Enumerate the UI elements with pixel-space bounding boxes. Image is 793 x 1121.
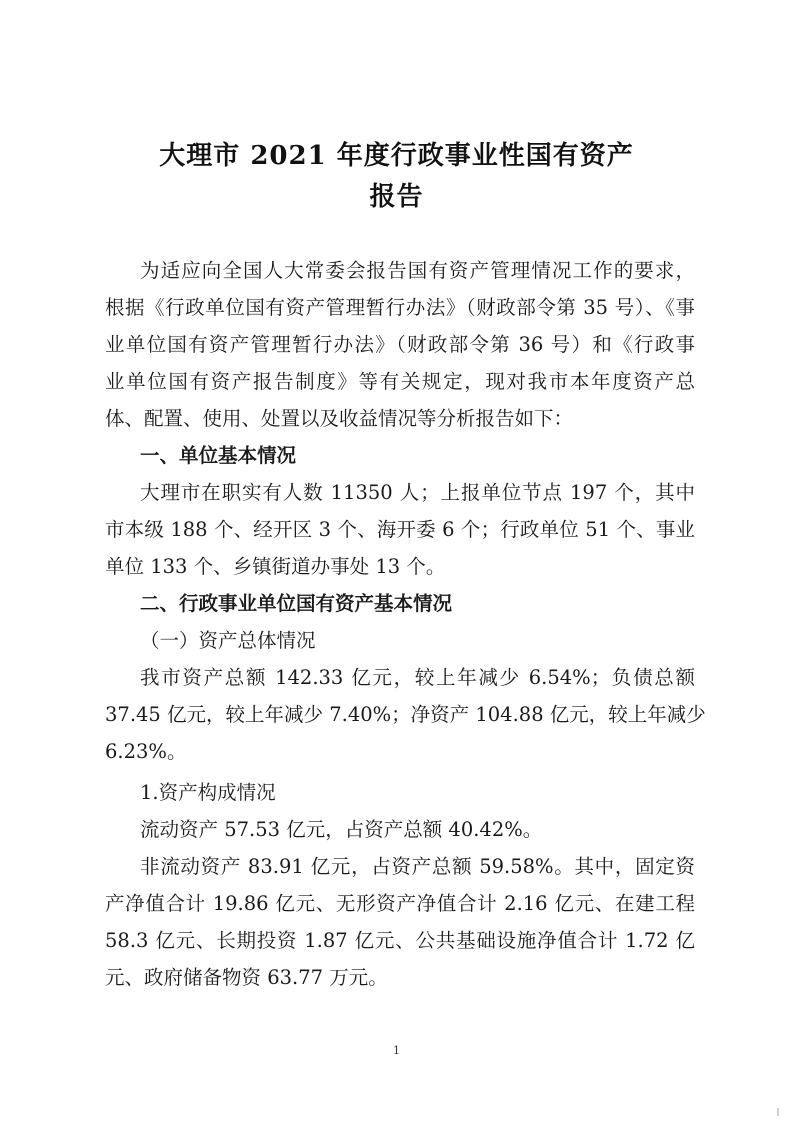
section-heading-basic-info: 一、单位基本情况 bbox=[140, 444, 297, 467]
subsection-heading-overall: （一）资产总体情况 bbox=[140, 629, 316, 652]
paragraph-intro-line-3: 业单位国有资产管理暂行办法》（财政部令第 36 号）和《行政事 bbox=[105, 333, 695, 356]
section-heading-assets: 二、行政事业单位国有资产基本情况 bbox=[140, 592, 453, 615]
paragraph-current-assets: 流动资产 57.53 亿元，占资产总额 40.42%。 bbox=[140, 818, 543, 841]
paragraph-totals-line-1: 我市资产总额 142.33 亿元，较上年减少 6.54%；负债总额 bbox=[140, 666, 695, 689]
paragraph-staff-line-1: 大理市在职实有人数 11350 人；上报单位节点 197 个，其中 bbox=[140, 481, 695, 504]
scan-edge-mark bbox=[777, 1108, 779, 1116]
paragraph-intro-line-5: 体、配置、使用、处置以及收益情况等分析报告如下： bbox=[105, 407, 574, 430]
paragraph-intro-line-2: 根据《行政单位国有资产管理暂行办法》（财政部令第 35 号）、《事 bbox=[105, 296, 695, 319]
subsection-heading-composition: 1.资产构成情况 bbox=[140, 781, 276, 804]
document-title-line-2: 报告 bbox=[369, 182, 424, 212]
paragraph-totals-line-2: 37.45 亿元，较上年减少 7.40%；净资产 104.88 亿元，较上年减少 bbox=[105, 703, 706, 726]
paragraph-noncurrent-line-4: 元、政府储备物资 63.77 万元。 bbox=[105, 966, 388, 989]
paragraph-noncurrent-line-2: 产净值合计 19.86 亿元、无形资产净值合计 2.16 亿元、在建工程 bbox=[105, 892, 695, 915]
paragraph-totals-line-3: 6.23%。 bbox=[105, 740, 187, 763]
paragraph-staff-line-3: 单位 133 个、乡镇街道办事处 13 个。 bbox=[105, 555, 446, 578]
paragraph-noncurrent-line-1: 非流动资产 83.91 亿元，占资产总额 59.58%。其中，固定资 bbox=[140, 855, 695, 878]
paragraph-intro-line-1: 为适应向全国人大常委会报告国有资产管理情况工作的要求， bbox=[140, 259, 695, 282]
paragraph-intro-line-4: 业单位国有资产报告制度》等有关规定，现对我市本年度资产总 bbox=[105, 370, 695, 393]
paragraph-staff-line-2: 市本级 188 个、经开区 3 个、海开委 6 个；行政单位 51 个、事业 bbox=[105, 518, 695, 541]
paragraph-noncurrent-line-3: 58.3 亿元、长期投资 1.87 亿元、公共基础设施净值合计 1.72 亿 bbox=[105, 929, 695, 952]
document-title-line-1: 大理市 2021 年度行政事业性国有资产 bbox=[159, 141, 634, 171]
page-number: 1 bbox=[393, 1044, 400, 1057]
